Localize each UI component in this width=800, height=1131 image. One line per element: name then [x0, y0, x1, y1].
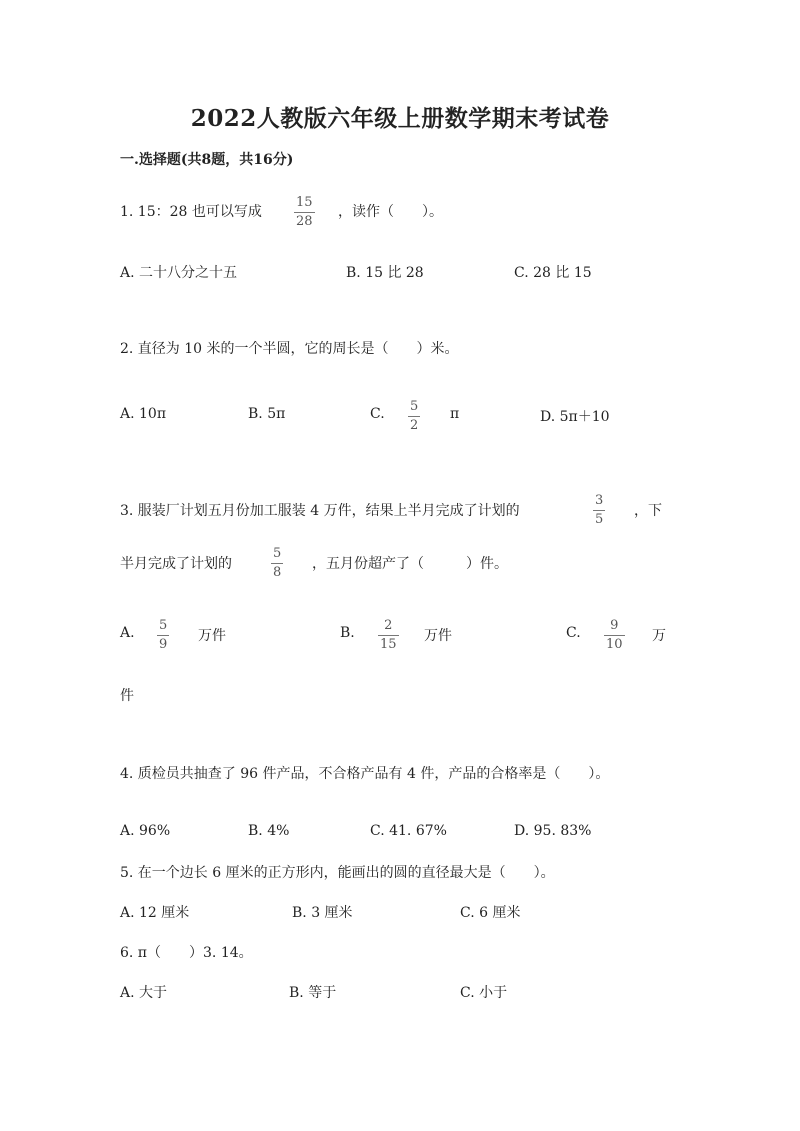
q2-option-a: A. 10π — [120, 406, 167, 422]
q1-stem-b: ，读作（ ）。 — [338, 204, 443, 220]
fraction-bar — [408, 416, 420, 417]
q1-frac-num: 15 — [296, 195, 313, 210]
fraction-bar — [593, 510, 605, 511]
q5-option-b: B. 3 厘米 — [292, 905, 353, 921]
q1-option-a: A. 二十八分之十五 — [120, 265, 238, 281]
q3-option-b-suffix: 万件 — [424, 628, 452, 644]
q1-option-c: C. 28 比 15 — [514, 265, 592, 281]
q1-fraction — [294, 196, 315, 229]
q4-stem: 4. 质检员共抽查了 96 件产品，不合格产品有 4 件，产品的合格率是（ ）。 — [120, 766, 610, 782]
q3-option-c-suffix-a: 万 — [652, 628, 666, 644]
fraction-bar — [604, 635, 625, 636]
q2-option-d: D. 5π＋10 — [540, 409, 610, 425]
q1-option-b: B. 15 比 28 — [346, 265, 424, 281]
q3-c-frac-num: 9 — [610, 618, 619, 633]
q3-option-c-suffix-b: 件 — [120, 688, 134, 704]
q2-option-b: B. 5π — [248, 406, 286, 422]
q3-frac1-num: 3 — [595, 493, 604, 508]
q3-fraction-1 — [593, 494, 605, 527]
q2-option-c-fraction — [408, 400, 420, 433]
q3-stem-d: ，五月份超产了（ ）件。 — [312, 556, 508, 572]
q2-option-c-prefix: C. — [370, 406, 385, 422]
q6-option-c: C. 小于 — [460, 985, 508, 1001]
q3-option-a-suffix: 万件 — [198, 628, 226, 644]
q3-frac2-num: 5 — [273, 546, 282, 561]
q3-frac2-den: 8 — [273, 565, 282, 580]
q4-option-b: B. 4% — [248, 823, 290, 839]
fraction-bar — [378, 635, 399, 636]
q5-option-a: A. 12 厘米 — [120, 905, 190, 921]
fraction-bar — [294, 212, 315, 213]
q3-b-frac-den: 15 — [380, 637, 397, 652]
q3-option-c-prefix: C. — [566, 625, 581, 641]
q4-option-d: D. 95. 83% — [514, 823, 592, 839]
fraction-bar — [157, 635, 169, 636]
q3-option-b-fraction — [378, 619, 399, 652]
page-title: 2022人教版六年级上册数学期末考试卷 — [190, 105, 610, 132]
q3-frac1-den: 5 — [595, 512, 604, 527]
q5-option-c: C. 6 厘米 — [460, 905, 521, 921]
q2-c-frac-num: 5 — [410, 399, 419, 414]
q4-option-a: A. 96% — [120, 823, 171, 839]
q3-option-b-prefix: B. — [340, 625, 355, 641]
q4-option-c: C. 41. 67% — [370, 823, 447, 839]
q2-option-c-suffix: π — [450, 406, 460, 422]
q3-a-frac-den: 9 — [159, 637, 168, 652]
q3-stem-a: 3. 服装厂计划五月份加工服装 4 万件，结果上半月完成了计划的 — [120, 503, 520, 519]
q6-option-a: A. 大于 — [120, 985, 168, 1001]
fraction-bar — [271, 563, 283, 564]
q3-option-a-prefix: A. — [120, 625, 135, 641]
q3-option-a-fraction — [157, 619, 169, 652]
q5-stem: 5. 在一个边长 6 厘米的正方形内，能画出的圆的直径最大是（ ）。 — [120, 865, 555, 881]
q3-b-frac-num: 2 — [384, 618, 393, 633]
section-header: 一.选择题(共8题，共16分) — [120, 152, 294, 168]
q3-c-frac-den: 10 — [606, 637, 623, 652]
q3-stem-b: ，下 — [634, 503, 662, 519]
q3-fraction-2 — [271, 547, 283, 580]
q3-stem-c: 半月完成了计划的 — [120, 556, 232, 572]
q6-stem: 6. π（ ）3. 14。 — [120, 945, 253, 961]
q3-option-c-fraction — [604, 619, 625, 652]
q2-c-frac-den: 2 — [410, 418, 419, 433]
q1-frac-den: 28 — [296, 214, 313, 229]
q2-stem: 2. 直径为 10 米的一个半圆，它的周长是（ ）米。 — [120, 341, 459, 357]
q6-option-b: B. 等于 — [289, 985, 337, 1001]
q3-a-frac-num: 5 — [159, 618, 168, 633]
q1-stem-a: 1. 15：28 也可以写成 — [120, 204, 262, 220]
